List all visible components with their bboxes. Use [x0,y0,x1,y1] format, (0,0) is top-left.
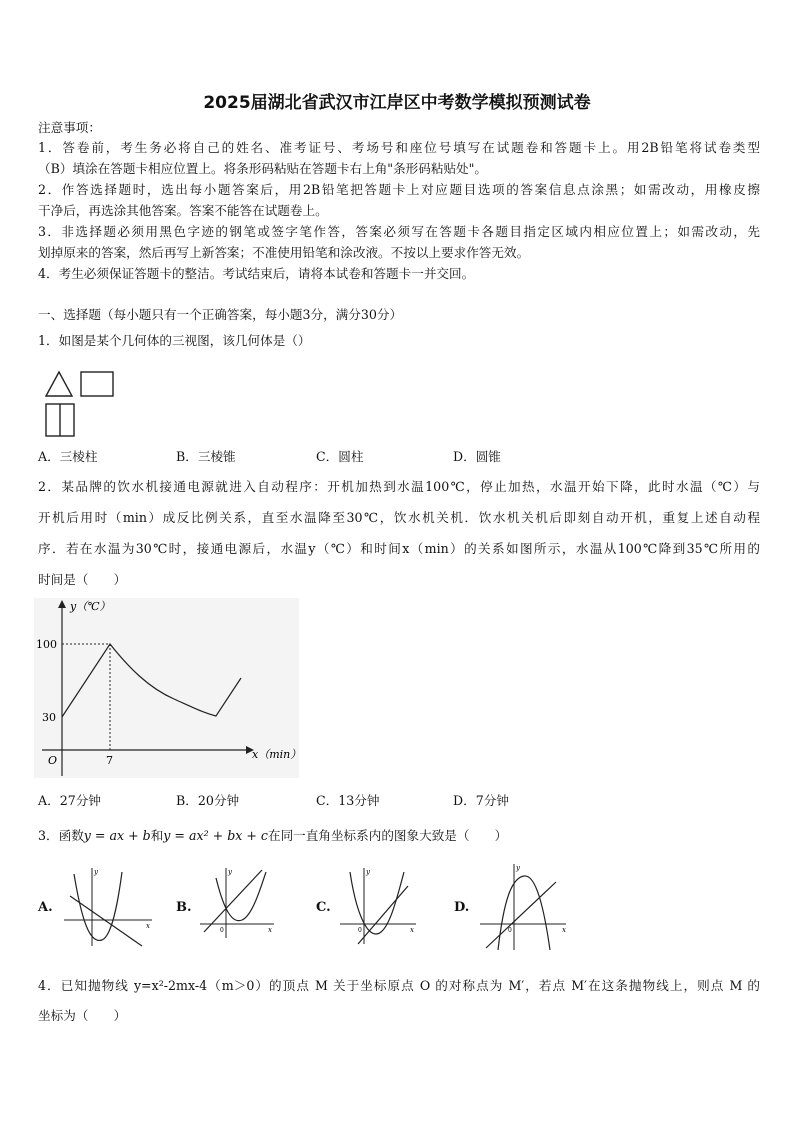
question-4-line: 4．已知抛物线 y=x²-2mx-4（m＞0）的顶点 M 关于坐标原点 O 的对称点为 M′，若点 M′在这条抛物线上，则点 M 的 [38,978,760,993]
question-2-line: 2．某品牌的饮水机接通电源就进入自动程序：开机加热到水温100℃，停止加热，水温开始下降，此时水温（℃）与 [38,479,760,494]
question-3-prefix: 3．函数 [38,828,84,843]
parabola [350,872,404,934]
origin-label: O [48,754,58,767]
choice-b-graph[interactable] [196,860,280,940]
notice-line: （B）填涂在答题卡相应位置上。将条形码粘贴在答题卡右上角"条形码粘贴处"。 [38,161,488,176]
option-c[interactable]: C．圆柱 [316,449,364,464]
choice-c-graph[interactable] [336,862,420,946]
svg-text:x: x [562,926,566,934]
notice-line: 2．作答选择题时，选出每小题答案后，用2B铅笔把答题卡上对应题目选项的答案信息点涂黑；如需改动，用橡皮擦 [38,182,760,197]
svg-text:y: y [366,868,370,876]
y-tick-30: 30 [42,711,56,724]
svg-text:y: y [94,868,98,876]
notice-line: 干净后，再选涂其他答案。答案不能答在试题卷上。 [38,203,328,218]
svg-text:0: 0 [220,927,224,934]
front-view-triangle [46,372,72,396]
question-3-suffix: 在同一直角坐标系内的图象大致是（ ） [267,828,508,843]
svg-text:x: x [268,926,272,934]
choice-c-label[interactable]: C. [316,900,331,915]
svg-text:x: x [410,926,414,934]
choice-b-label[interactable]: B. [176,900,192,915]
notice-line: 1．答卷前，考生务必将自己的姓名、准考证号、考场号和座位号填写在试题卷和答题卡上。用2B铅笔将试卷类型 [38,140,760,155]
notice-line: 4．考生必须保证答题卡的整洁。考试结束后，请将本试卷和答题卡一并交回。 [38,266,475,281]
option-b[interactable]: B．三棱锥 [176,449,236,464]
svg-text:y: y [228,868,232,876]
temperature-graph [34,598,304,780]
parabola [74,872,122,940]
three-view-figure [44,368,118,440]
notice-line: 3．非选择题必须用黑色字迹的钢笔或签字笔作答，答案必须写在答题卡各题目指定区域内相应位置上；如需改动，先 [38,224,760,239]
question-2-line: 序．若在水温为30℃时，接通电源后，水温y（℃）和时间x（min）的关系如图所示，水温从100℃降到35℃所用的 [38,541,760,556]
option-a[interactable]: A．27分钟 [38,793,101,808]
formula-linear: y = ax + b [83,828,151,843]
notice-line: 划掉原来的答案，然后再写上新答案；不准使用铅笔和涂改液。不按以上要求作答无效。 [38,245,530,260]
side-view-rectangle [81,372,113,396]
page-title: 2025届湖北省武汉市江岸区中考数学模拟预测试卷 [203,93,591,113]
choice-d-label[interactable]: D. [454,900,470,915]
question-2-line: 时间是（ ） [38,572,127,587]
option-b[interactable]: B．20分钟 [176,793,240,808]
line [486,882,556,948]
option-a[interactable]: A．三棱柱 [38,449,98,464]
question-3-stem [38,826,760,846]
x-axis-label: x（min） [252,748,302,761]
svg-text:x: x [146,922,150,930]
question-1-stem: 1．如图是某个几何体的三视图，该几何体是（） [38,333,311,348]
section-heading: 一、选择题（每小题只有一个正确答案，每小题3分，满分30分） [38,307,403,322]
line [358,886,408,944]
notice-heading: 注意事项： [38,120,101,135]
line [70,896,142,946]
option-c[interactable]: C．13分钟 [316,793,380,808]
parabola [216,872,266,921]
x-tick-7: 7 [106,754,113,767]
option-d[interactable]: D．7分钟 [453,793,509,808]
choice-a-label[interactable]: A. [38,900,53,915]
choice-a-graph[interactable] [60,862,156,948]
question-4-line: 坐标为（ ） [38,1008,127,1023]
choice-d-graph[interactable] [476,858,572,954]
formula-quadratic: y = ax² + bx + c [163,828,268,843]
question-2-line: 开机后用时（min）成反比例关系，直至水温降至30℃，饮水机关机．饮水机关机后即刻自动开机，重复上述自动程 [38,510,760,525]
svg-text:y: y [516,864,520,872]
question-3-conj: 和 [150,828,164,843]
y-tick-100: 100 [36,638,57,651]
svg-text:0: 0 [508,927,512,934]
y-axis-label: y（℃） [70,600,111,613]
option-d[interactable]: D．圆锥 [453,449,501,464]
line [204,870,262,932]
svg-text:0: 0 [358,927,362,934]
